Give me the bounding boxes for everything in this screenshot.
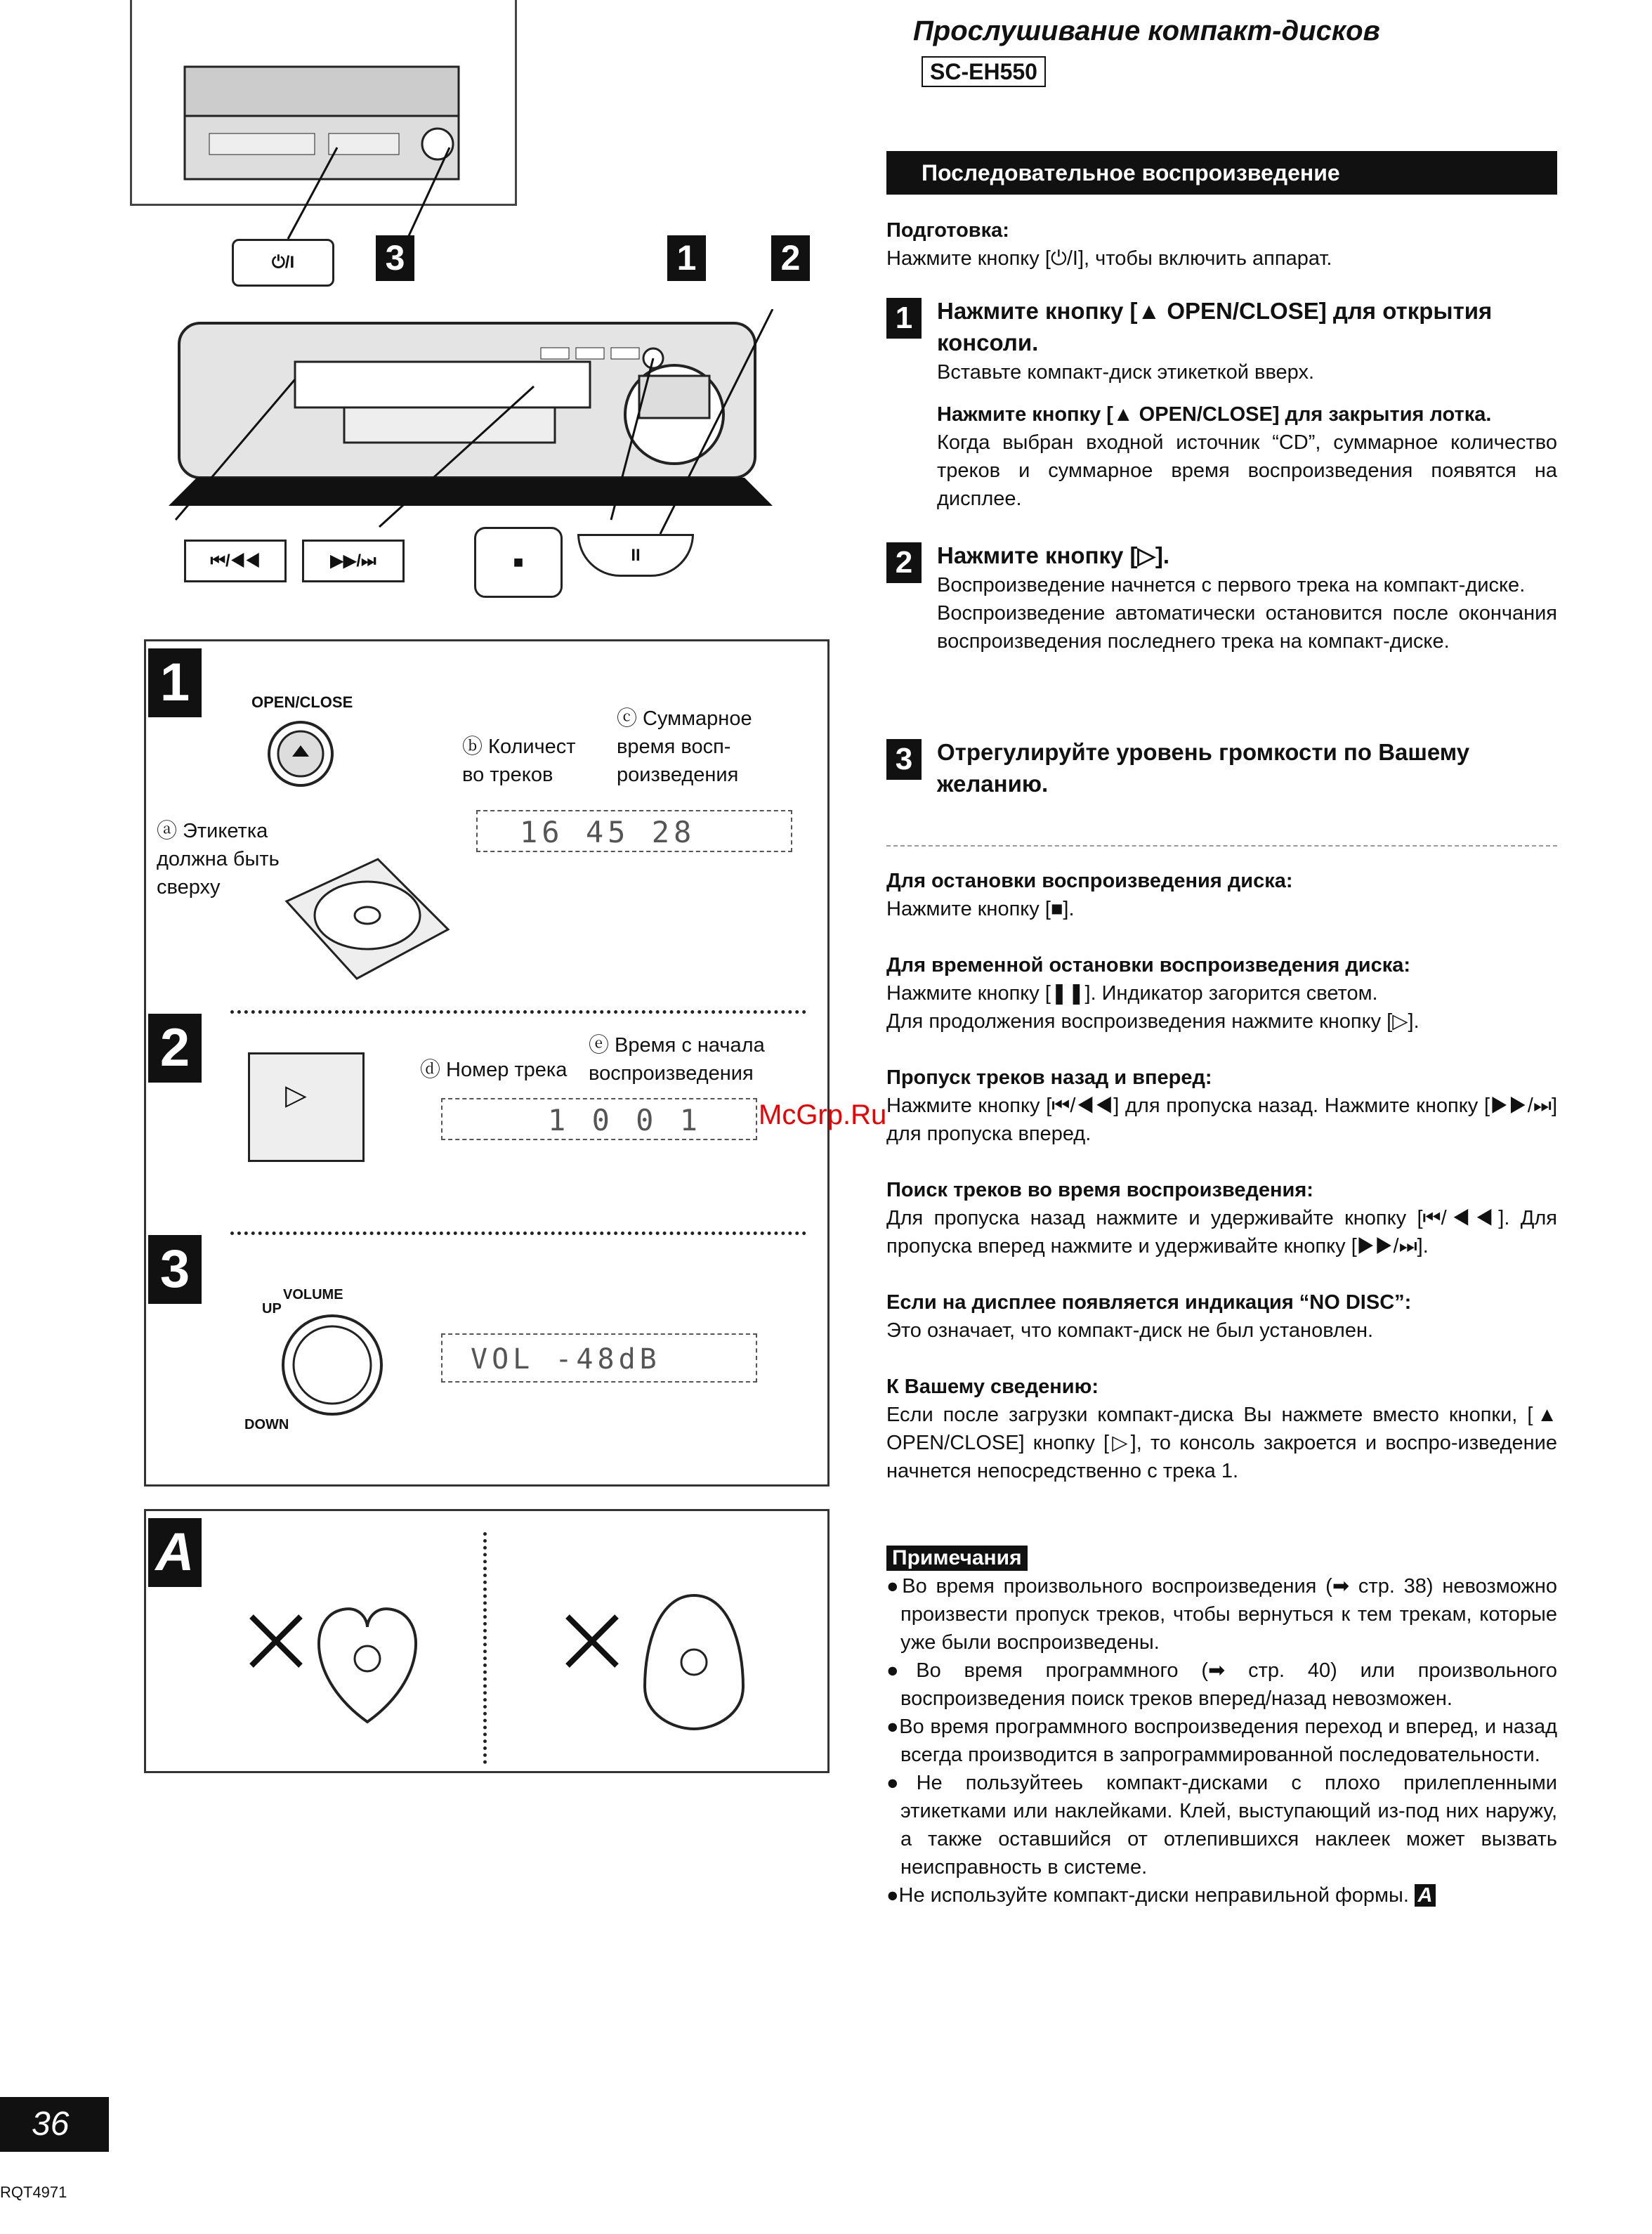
pause-button[interactable]: II: [577, 534, 694, 577]
next-skip-button[interactable]: ▶▶/⏭: [302, 540, 405, 582]
lcd-display-step3: VOL -48dB: [441, 1333, 757, 1383]
step-1-body: Вставьте компакт-диск этикеткой вверх.: [937, 361, 1315, 384]
note-item-text: ●Не используйте компакт-диски неправильной формы.: [886, 1884, 1409, 1907]
section-no-disc-head: Если на дисплее появляется индикация “NO DISC”:: [886, 1291, 1412, 1314]
panel-step-3-number: 3: [148, 1235, 202, 1304]
play-icon: ▷: [285, 1080, 307, 1111]
divider-dots-2: [230, 1232, 806, 1235]
prep-block: [886, 216, 1557, 273]
label-e-elapsed-time: ⓔ Время с начала воспроизведения: [589, 1034, 765, 1085]
power-button[interactable]: ⏻/I: [232, 239, 334, 287]
oval-disc-icon: [553, 1588, 778, 1743]
page-number: 36: [0, 2097, 109, 2152]
step-2-number: 2: [886, 542, 922, 583]
step-1-subhead: Нажмите кнопку [▲ OPEN/CLOSE] для закрытия лотка.: [937, 403, 1492, 426]
model-badge: SC-EH550: [922, 56, 1046, 87]
note-item: ●Во время программного (➡ стр. 40) или произвольного воспроизведения поиск треков вперед/назад невозможен.: [886, 1659, 1557, 1710]
section-skip: [886, 1064, 1557, 1148]
watermark: McGrp.Ru: [759, 1099, 887, 1130]
open-close-button-icon[interactable]: [258, 712, 357, 810]
panel-a-letter: A: [148, 1518, 202, 1587]
section-info-line: Если после загрузки компакт-диска Вы нажмете вместо кнопки, [▲ OPEN/CLOSE] кнопку [▷], то консоль закроется и воспро-изведение начнется непосредственно с трека 1.: [886, 1404, 1557, 1482]
section-stop: [886, 867, 1557, 923]
panel-a-divider: [483, 1532, 487, 1764]
panel-step-2-number: 2: [148, 1014, 202, 1083]
section-search-head: Поиск треков во время воспроизведения:: [886, 1179, 1313, 1201]
section-info-head: К Вашему сведению:: [886, 1376, 1099, 1398]
section-stop-head: Для остановки воспроизведения диска:: [886, 870, 1293, 892]
step-2-body: Воспроизведение начнется с первого трека на компакт-диске.: [937, 574, 1526, 596]
section-no-disc-line: Это означает, что компакт-диск не был установлен.: [886, 1319, 1374, 1342]
section-pause-head: Для временной остановки воспроизведения диска:: [886, 954, 1410, 976]
step-3-number: 3: [886, 739, 922, 780]
panel-step-1-number: 1: [148, 648, 202, 717]
note-item: ●Во время произвольного воспроизведения (➡ стр. 38) невозможно произвести пропуск треков, чтобы вернуться к тем трекам, которые уже были воспроизведены.: [886, 1575, 1557, 1654]
step-1: [886, 295, 1557, 513]
prep-text: Нажмите кнопку [⏻/I], чтобы включить аппарат.: [886, 247, 1332, 270]
note-item: ●Во время программного воспроизведения переход и вперед, и назад всегда производится в запрограммированной последовательности.: [886, 1716, 1557, 1766]
cd-tray-illustration: [280, 831, 455, 993]
steps-figure-panel: [144, 639, 830, 1487]
prep-head: Подготовка:: [886, 219, 1009, 242]
section-pause-line-1: Нажмите кнопку [❚❚]. Индикатор загорится светом.: [886, 982, 1378, 1005]
volume-label: VOLUME: [283, 1287, 343, 1302]
open-close-label: OPEN/CLOSE: [251, 693, 353, 711]
note-item: ●Не пользуйтееь компакт-дисками с плохо прилепленными этикетками или наклейками. Клей, выступающий из-под них наружу, а также оставшийся от отлепившихся наклеек может вызвать неисправность в системе.: [886, 1772, 1557, 1879]
step-1-head: Нажмите кнопку [▲ OPEN/CLOSE] для открытия консоли.: [937, 298, 1493, 355]
step-3-head: Отрегулируйте уровень громкости по Вашему желанию.: [937, 739, 1470, 797]
heart-disc-icon: [237, 1595, 448, 1736]
divider-dots-1: [230, 1010, 806, 1014]
volume-down-label: DOWN: [244, 1417, 289, 1432]
section-pause-line-2: Для продолжения воспроизведения нажмите кнопку [▷].: [886, 1010, 1420, 1033]
callout-1-top: 1: [667, 235, 706, 281]
play-button-illustration[interactable]: [248, 1052, 365, 1162]
info-sections: [886, 867, 1557, 1485]
callout-3-top: 3: [376, 235, 414, 281]
cd-unit-illustration: [169, 309, 801, 541]
section-search: [886, 1176, 1557, 1260]
step-2-body2: Воспроизведение автоматически остановится после окончания воспроизведения последнего трека на компакт-диске.: [937, 602, 1557, 653]
step-1-subbody: Когда выбран входной источник “CD”, суммарное количество треков и суммарное время воспроизведения появятся на дисплее.: [937, 431, 1557, 510]
page-title: Прослушивание компакт-дисков: [913, 15, 1380, 46]
lcd-display-step1: 16 45 28: [476, 810, 792, 852]
notes-tag: Примечания: [886, 1546, 1028, 1571]
section-divider: [886, 845, 1557, 847]
section-skip-line: Нажмите кнопку [⏮/◀◀] для пропуска назад. Нажмите кнопку [▶▶/⏭] для пропуска вперед.: [886, 1095, 1557, 1145]
section-no-disc: [886, 1288, 1557, 1345]
callout-2-top: 2: [771, 235, 810, 281]
label-d-track-number: ⓓ Номер трека: [420, 1059, 568, 1081]
label-a-sticker: ⓐ Этикетка должна быть сверху: [157, 820, 280, 899]
section-pause: [886, 951, 1557, 1036]
volume-up-label: UP: [262, 1301, 282, 1317]
section-stop-line: Нажмите кнопку [■].: [886, 898, 1075, 920]
label-b-track-count: ⓑ Количест во треков: [462, 736, 576, 786]
notes-block: [886, 1544, 1557, 1909]
section-skip-head: Пропуск треков назад и вперед:: [886, 1066, 1212, 1089]
step-3: [886, 736, 1557, 799]
step-2: [886, 540, 1557, 655]
step-1-number: 1: [886, 298, 922, 339]
step-2-head: Нажмите кнопку [▷].: [937, 542, 1170, 568]
note-ref-badge: A: [1415, 1884, 1436, 1907]
section-title: Последовательное воспроизведение: [886, 151, 1557, 195]
volume-knob-icon[interactable]: [269, 1305, 395, 1425]
label-c-total-time: ⓒ Суммарное время восп-роизведения: [617, 707, 752, 786]
stop-button[interactable]: ■: [474, 527, 563, 598]
document-code: RQT4971: [0, 2183, 67, 2201]
section-search-line: Для пропуска назад нажмите и удерживайте кнопку [⏮/◀◀]. Для пропуска вперед нажмите и удерживайте кнопку [▶▶/⏭].: [886, 1207, 1557, 1258]
note-item-last: [886, 1881, 1557, 1909]
irregular-disc-panel: [144, 1509, 830, 1773]
section-info: [886, 1373, 1557, 1485]
prev-skip-button[interactable]: ⏮/◀◀: [184, 540, 287, 582]
lcd-display-step2: 1 0 0 1: [441, 1098, 757, 1140]
